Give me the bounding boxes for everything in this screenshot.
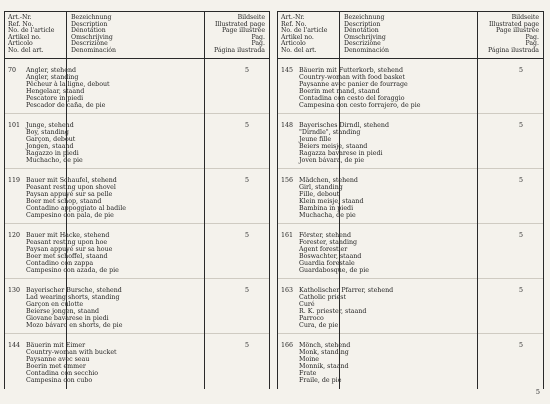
catalog-entry <box>278 59 543 114</box>
description-line: Garçon en culotte <box>26 301 84 309</box>
description-line: Frate <box>299 370 317 378</box>
header-label: Articolo <box>281 40 306 48</box>
description-line: Paysan appuyé sur sa houe <box>26 246 113 254</box>
illustrated-page-number: 5 <box>244 122 249 129</box>
description-line: Contadina con secchio <box>26 370 99 378</box>
left-column-header <box>5 12 269 59</box>
header-label: Página ilustrada <box>213 46 265 54</box>
header-divider <box>477 12 478 58</box>
header-illustrated-page <box>488 15 539 55</box>
header-label: Illustrated page <box>214 20 265 28</box>
header-label: Pag. <box>525 40 539 48</box>
description-line: Fraile, de pie <box>299 377 342 385</box>
description-line: Angler, stehend <box>26 67 77 74</box>
description-line: Lad wearing shorts, standing <box>26 294 120 302</box>
description-line: Campesino con azada, de pie <box>26 267 119 275</box>
column-divider <box>204 59 205 389</box>
description-line: Bayerischer Bursche, stehend <box>26 287 122 294</box>
header-label: Denominación <box>344 46 390 54</box>
right-column-header <box>278 12 543 59</box>
illustrated-page-number: 5 <box>518 67 523 74</box>
header-label: Bezeichnung <box>344 14 385 21</box>
description-line: Parroco <box>299 315 324 323</box>
illustrated-page-number: 5 <box>244 232 249 239</box>
description-line: Guardabosque, de pie <box>299 267 370 275</box>
description-lines <box>299 232 369 275</box>
description-line: Jongen, staand <box>26 143 74 151</box>
description-lines <box>299 67 420 110</box>
description-line: Paysanne avec seau <box>26 356 90 364</box>
header-label: Bezeichnung <box>71 14 112 21</box>
header-label: No. del art. <box>8 46 44 54</box>
header-illustrated-page <box>214 15 265 55</box>
header-label: Illustrated page <box>488 20 539 28</box>
description-lines <box>26 232 119 275</box>
description-line: Muchacho, de pie <box>26 157 83 165</box>
description-line: Girl, standing <box>299 184 343 192</box>
description-line: Bauer mit Hacke, stehend <box>26 232 110 239</box>
left-column-entries <box>5 59 269 389</box>
article-number: 148 <box>281 122 294 129</box>
description-line: Beiers meisje, staand <box>299 143 368 151</box>
description-line: Contadino con zappa <box>26 260 94 268</box>
description-line: Boer met schoffel, staand <box>26 253 108 261</box>
description-line: Pêcheur à la ligne, debout <box>26 81 110 89</box>
description-line: Boerin met emmer <box>26 363 86 371</box>
article-number: 119 <box>8 177 21 184</box>
right-column-entries <box>278 59 543 389</box>
description-lines <box>26 177 126 220</box>
header-divider <box>204 12 205 58</box>
description-line: Pescador de caña, de pie <box>26 102 106 110</box>
article-number: 161 <box>281 232 294 239</box>
column-divider <box>477 59 478 389</box>
description-line: Boy, standing <box>26 129 69 137</box>
description-line: Mönch, stehend <box>299 342 351 349</box>
description-line: Campesina con cubo <box>26 377 93 385</box>
description-line: Country-woman with food basket <box>299 74 405 82</box>
description-line: Mädchen, stehend <box>299 177 358 184</box>
header-label: Pag. <box>525 33 539 41</box>
header-label: Ref. No. <box>8 20 34 28</box>
article-number: 145 <box>281 67 294 74</box>
description-line: R. K. priester, staand <box>299 308 367 316</box>
article-number: 144 <box>8 342 21 349</box>
description-lines <box>26 287 122 330</box>
illustrated-page-number: 5 <box>244 342 249 349</box>
article-number: 120 <box>8 232 21 239</box>
description-line: Contadina con cesto del foraggio <box>299 95 405 103</box>
description-line: Agent forestier <box>299 246 348 254</box>
header-label: Description <box>71 20 108 28</box>
description-line: Contadino appoggiato al badile <box>26 205 126 213</box>
header-label: No. del art. <box>281 46 317 54</box>
description-line: Ragazza bavarese in piedi <box>299 150 383 158</box>
article-number: 163 <box>281 287 294 294</box>
description-line: Guardia forestale <box>299 260 355 268</box>
header-label: Dénotation <box>344 27 379 35</box>
header-label: Page illustrée <box>221 27 265 35</box>
header-label: Omschrijving <box>344 33 386 41</box>
header-label: Artikel no. <box>281 33 314 41</box>
column-divider <box>66 59 67 389</box>
header-label: No. de l'article <box>8 27 55 35</box>
catalog-entry <box>278 224 543 279</box>
description-line: Katholischer Pfarrer, stehend <box>299 287 394 294</box>
header-label: Articolo <box>8 40 33 48</box>
catalog-entry <box>5 224 269 279</box>
header-label: No. de l'article <box>281 27 328 35</box>
header-label: Artikel no. <box>8 33 41 41</box>
description-line: Country-woman with bucket <box>26 349 117 357</box>
right-column <box>277 11 544 389</box>
description-line: "Dirndle", standing <box>299 129 361 137</box>
description-line: Fille, debout <box>299 191 340 199</box>
header-article-number <box>281 15 327 55</box>
description-line: Campesina con cesto forrajero, de pie <box>299 102 421 110</box>
header-divider <box>66 12 67 58</box>
description-line: Curé <box>299 301 315 309</box>
description-line: Monnik, staand <box>299 363 349 371</box>
header-divider <box>339 12 340 58</box>
description-line: Mozo bávaro en shorts, de pie <box>26 322 123 330</box>
page-number: 5 <box>535 388 540 396</box>
header-label: Página ilustrada <box>487 46 539 54</box>
description-line: Boswachter, staand <box>299 253 362 261</box>
description-line: Jeune fille <box>299 136 332 144</box>
illustrated-page-number: 5 <box>518 177 523 184</box>
header-label: Omschrijving <box>71 33 113 41</box>
catalog-entry <box>5 59 269 114</box>
description-line: Forester, standing <box>299 239 358 247</box>
catalog-entry <box>5 169 269 224</box>
description-line: Campesino con pala, de pie <box>26 212 114 220</box>
catalog-entry <box>5 334 269 389</box>
description-lines <box>26 342 117 385</box>
catalog-entry <box>278 279 543 334</box>
description-line: Peasant resting upon shovel <box>26 184 116 192</box>
left-column <box>4 11 270 389</box>
illustrated-page-number: 5 <box>244 177 249 184</box>
description-line: Paysanne avec panier de fourrage <box>299 81 408 89</box>
header-description <box>71 15 116 55</box>
description-line: Bäuerin mit Futterkorb, stehend <box>299 67 403 74</box>
article-number: 156 <box>281 177 294 184</box>
description-lines <box>26 67 110 110</box>
description-line: Catholic priest <box>299 294 347 302</box>
description-line: Garçon, debout <box>26 136 76 144</box>
header-description <box>344 15 389 55</box>
description-line: Muchacha, de pie <box>299 212 356 220</box>
description-line: Moine <box>299 356 320 364</box>
header-label: Bildseite <box>511 14 539 21</box>
description-line: Hengelaar, staand <box>26 88 85 96</box>
description-line: Bauer mit Schaufel, stehend <box>26 177 117 184</box>
description-line: Boerin met mand, staand <box>299 88 380 96</box>
header-label: Dénotation <box>71 27 106 35</box>
description-lines <box>299 287 393 330</box>
description-line: Junge, stehend <box>26 122 74 129</box>
catalog-entry <box>5 114 269 169</box>
illustrated-page-number: 5 <box>244 67 249 74</box>
description-line: Bambina in piedi <box>299 205 354 213</box>
header-label: Denominación <box>71 46 117 54</box>
article-number: 130 <box>8 287 21 294</box>
header-label: Ref. No. <box>281 20 307 28</box>
catalog-entry <box>278 334 543 389</box>
header-label: Pag. <box>251 33 265 41</box>
description-lines <box>299 122 389 165</box>
header-label: Descrizione <box>71 40 108 48</box>
description-line: Pescatore in piedi <box>26 95 84 103</box>
illustrated-page-number: 5 <box>244 287 249 294</box>
column-divider <box>339 59 340 389</box>
description-line: Boer met schop, staand <box>26 198 102 206</box>
description-line: Joven bávara, de pie <box>299 157 365 165</box>
header-label: Art.-Nr. <box>8 14 32 21</box>
description-lines <box>299 342 350 385</box>
description-line: Beierse jongen, staand <box>26 308 100 316</box>
illustrated-page-number: 5 <box>518 232 523 239</box>
illustrated-page-number: 5 <box>518 287 523 294</box>
article-number: 166 <box>281 342 294 349</box>
description-line: Bäuerin mit Eimer <box>26 342 86 349</box>
description-line: Peasant resting upon hoe <box>26 239 108 247</box>
catalog-entry <box>278 114 543 169</box>
description-lines <box>299 177 364 220</box>
header-label: Description <box>344 20 381 28</box>
illustrated-page-number: 5 <box>518 342 523 349</box>
article-number: 101 <box>8 122 21 129</box>
description-line: Giovane bavarese in piedi <box>26 315 109 323</box>
catalog-entry <box>5 279 269 334</box>
header-label: Bildseite <box>237 14 265 21</box>
header-article-number <box>8 15 54 55</box>
description-line: Angler, standing <box>26 74 79 82</box>
description-line: Cura, de pie <box>299 322 339 330</box>
description-line: Förster, stehend <box>299 232 351 239</box>
header-label: Page illustrée <box>495 27 539 35</box>
header-label: Pag. <box>251 40 265 48</box>
description-line: Ragazzo in piedi <box>26 150 79 158</box>
description-line: Bayerisches Dirndl, stehend <box>299 122 389 129</box>
description-lines <box>26 122 83 165</box>
illustrated-page-number: 5 <box>518 122 523 129</box>
description-line: Klein meisje, staand <box>299 198 364 206</box>
header-label: Descrizione <box>344 40 381 48</box>
header-label: Art.-Nr. <box>281 14 305 21</box>
article-number: 70 <box>8 67 17 74</box>
catalog-entry <box>278 169 543 224</box>
description-line: Monk, standing <box>299 349 349 357</box>
description-line: Paysan appuyé sur sa pelle <box>26 191 113 199</box>
